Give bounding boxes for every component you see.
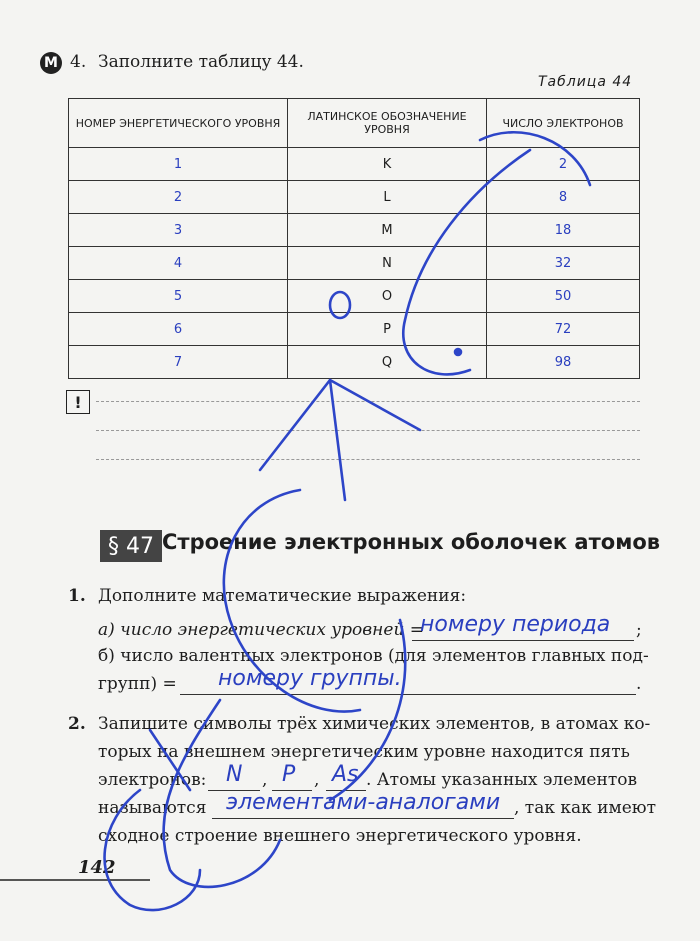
level-letter-cell: P [288, 313, 487, 346]
task1-b-continuation: групп) = [98, 674, 177, 694]
electron-count-cell[interactable]: 98 [487, 346, 640, 379]
semicolon: ; [636, 620, 642, 640]
level-number-cell[interactable]: 5 [69, 280, 288, 313]
element-3-handwritten: As [332, 762, 359, 787]
column-header-level-number: НОМЕР ЭНЕРГЕТИЧЕСКОГО УРОВНЯ [69, 99, 288, 148]
task2-line3-prefix: электронов: [98, 770, 207, 790]
task2-number: 2. [68, 714, 86, 734]
task2-line3-suffix: . Атомы указанных элементов [366, 770, 638, 790]
task2-line2: торых на внешнем энергетическим уровне находится пять [98, 742, 630, 762]
task2-line5: сходное строение внешнего энергетического уровня. [98, 826, 582, 846]
answer-b-handwritten: номеру группы. [218, 666, 402, 691]
element-1-handwritten: N [226, 762, 243, 787]
level-letter-cell: M [288, 214, 487, 247]
level-letter-cell: K [288, 148, 487, 181]
section-title: Строение электронных оболочек атомов [162, 530, 661, 554]
answer-a-handwritten: номеру периода [420, 612, 611, 637]
element-2-handwritten: P [282, 762, 296, 787]
answer-2-handwritten: элементами-аналогами [226, 790, 501, 815]
comma: , [314, 770, 320, 790]
task1-title: Дополните математические выражения: [98, 586, 467, 606]
level-number-cell[interactable]: 3 [69, 214, 288, 247]
task2-line1: Запишите символы трёх химических элементов, в атомах ко- [98, 714, 651, 734]
task1-number: 1. [68, 586, 86, 606]
electron-count-cell[interactable]: 8 [487, 181, 640, 214]
page-number: 142 [78, 857, 116, 878]
level-letter-cell: Q [288, 346, 487, 379]
task-title: Заполните таблицу 44. [98, 52, 304, 72]
task1-a-label: а) число энергетических уровней = [98, 620, 425, 640]
electron-count-cell[interactable]: 50 [487, 280, 640, 313]
level-letter-cell: O [288, 280, 487, 313]
electron-count-cell[interactable]: 2 [487, 148, 640, 181]
period: . [636, 674, 642, 694]
level-number-cell[interactable]: 7 [69, 346, 288, 379]
electron-count-cell[interactable]: 72 [487, 313, 640, 346]
task1-b-label: б) число валентных электронов (для элементов главных под- [98, 646, 649, 666]
exclamation-icon: ! [66, 390, 90, 414]
comma: , [262, 770, 268, 790]
level-letter-cell: N [288, 247, 487, 280]
level-number-cell[interactable]: 4 [69, 247, 288, 280]
task-marker-badge: М [40, 52, 62, 74]
level-number-cell[interactable]: 1 [69, 148, 288, 181]
electron-count-cell[interactable]: 18 [487, 214, 640, 247]
level-letter-cell: L [288, 181, 487, 214]
task2-line4-suffix: , так как имеют [514, 798, 656, 818]
level-number-cell[interactable]: 6 [69, 313, 288, 346]
paragraph-badge: § 47 [100, 530, 162, 562]
task2-line4-prefix: называются [98, 798, 207, 818]
task-number: 4. [70, 52, 87, 72]
column-header-electron-count: ЧИСЛО ЭЛЕКТРОНОВ [487, 99, 640, 148]
table-caption: Таблица 44 [538, 74, 633, 90]
column-header-latin-letter: ЛАТИНСКОЕ ОБОЗНАЧЕНИЕ УРОВНЯ [288, 99, 487, 148]
level-number-cell[interactable]: 2 [69, 181, 288, 214]
electron-count-cell[interactable]: 32 [487, 247, 640, 280]
